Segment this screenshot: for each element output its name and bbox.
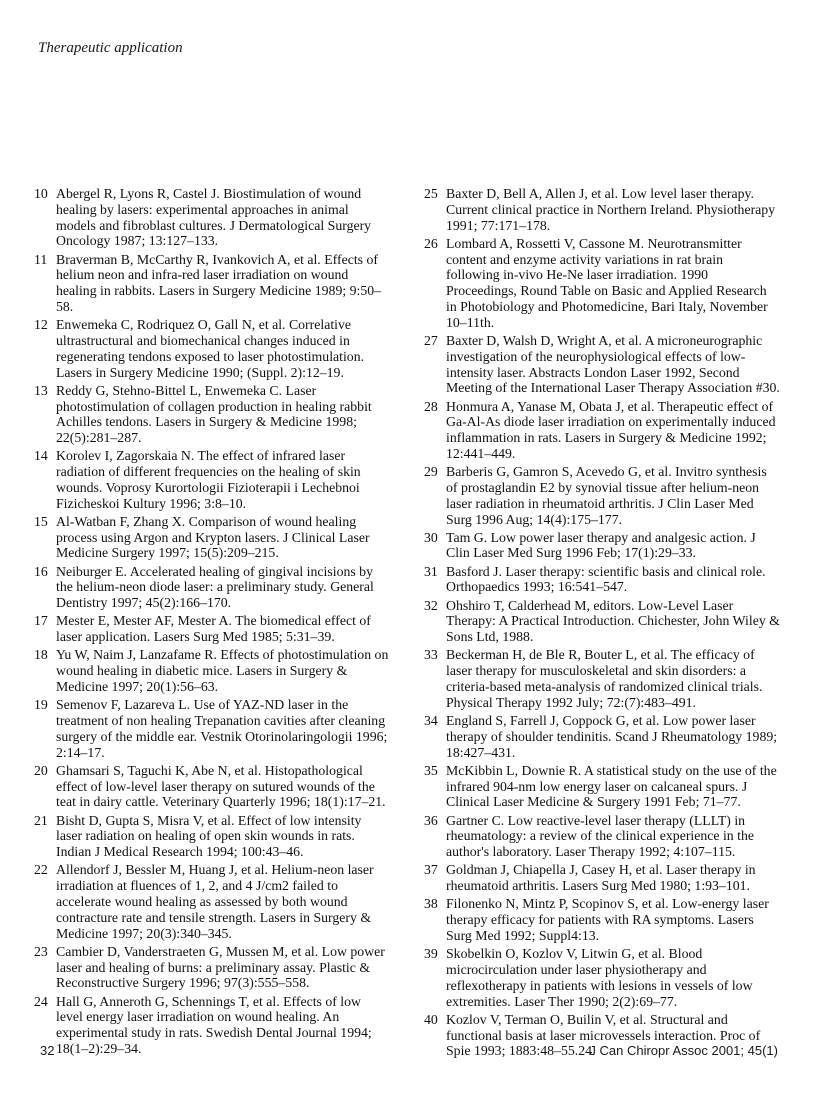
- reference-text: Braverman B, McCarthy R, Ivankovich A, et al. Effects of helium neon and infra-red laser irradiation on wound healing in rabbits. Lasers in Surgery Medicine 1989; 9:50–58.: [56, 251, 382, 314]
- reference-item: [424, 813, 780, 860]
- reference-number: 30: [424, 529, 438, 545]
- reference-text: Reddy G, Stehno-Bittel L, Enwemeka C. Laser photostimulation of collagen production in healing rabbit Achilles tendons. Lasers in Surgery & Medicine 1998; 22(5):281–287.: [56, 382, 372, 446]
- reference-number: 22: [34, 862, 48, 878]
- references-right-column: [424, 186, 780, 1061]
- reference-text: Barberis G, Gamron S, Acevedo G, et al. Invitro synthesis of prostaglandin E2 by synovial tissue after helium-neon laser radiation in rheumatoid arthritis. J Clin Laser Med Surg 1996 Aug; 14(4):175–177.: [446, 464, 767, 527]
- reference-number: 24: [34, 993, 48, 1009]
- reference-text: Baxter D, Walsh D, Wright A, et al. A microneurographic investigation of the neurophysiological effects of low-intensity laser. Abstracts London Laser 1992, Second Meeting of the International Laser Therapy Association #30.: [446, 332, 780, 396]
- reference-item: [424, 946, 780, 1009]
- page-number: 32: [40, 1043, 55, 1058]
- reference-item: [34, 647, 390, 694]
- reference-item: [424, 530, 780, 562]
- reference-text: Gartner C. Low reactive-level laser therapy (LLLT) in rheumatology: a review of the clinical experience in the author's laboratory. Laser Therapy 1992; 4:107–115.: [446, 812, 754, 860]
- reference-text: Filonenko N, Mintz P, Scopinov S, et al. Low-energy laser therapy efficacy for patients with RA symptoms. Lasers Surg Med 1992; Suppl4:13.: [446, 896, 769, 943]
- reference-text: England S, Farrell J, Coppock G, et al. Low power laser therapy of shoulder tendinitis. Scand J Rheumatology 1989; 18:427–431.: [446, 713, 778, 760]
- reference-item: [34, 763, 390, 810]
- reference-number: 10: [34, 186, 48, 201]
- reference-item: [34, 252, 390, 315]
- reference-number: 21: [34, 812, 48, 828]
- reference-number: 17: [34, 613, 48, 629]
- reference-item: [424, 333, 780, 396]
- reference-number: 35: [424, 762, 438, 778]
- reference-number: 23: [34, 943, 48, 959]
- reference-number: 13: [34, 382, 48, 398]
- reference-number: 39: [424, 946, 438, 962]
- reference-number: 29: [424, 464, 438, 480]
- reference-item: [424, 598, 780, 645]
- reference-item: [34, 697, 390, 760]
- reference-number: 34: [424, 713, 438, 729]
- reference-number: 19: [34, 697, 48, 713]
- reference-number: 38: [424, 896, 438, 912]
- reference-item: [34, 944, 390, 991]
- reference-number: 37: [424, 862, 438, 878]
- journal-citation: J Can Chiropr Assoc 2001; 45(1): [589, 1043, 778, 1058]
- reference-item: [424, 186, 780, 233]
- reference-text: Bisht D, Gupta S, Misra V, et al. Effect of low intensity laser radiation on healing of open skin wounds in rats. Indian J Medical Research 1994; 100:43–46.: [56, 812, 362, 860]
- reference-item: [424, 564, 780, 596]
- reference-text: Cambier D, Vanderstraeten G, Mussen M, et al. Low power laser and healing of burns: a preliminary assay. Plastic & Reconstructive Surgery 1996; 97(3):555–558.: [56, 943, 385, 991]
- reference-text: Baxter D, Bell A, Allen J, et al. Low level laser therapy. Current clinical practice in Northern Ireland. Physiotherapy 1991; 77:171–178.: [446, 186, 776, 233]
- reference-text: Korolev I, Zagorskaia N. The effect of infrared laser radiation of different frequencies on the healing of skin wounds. Voprosy Kurortologii Fizioterapii i Lechebnoi Fizicheskoi Kultury 1996; 3:8–10.: [56, 448, 361, 511]
- reference-number: 16: [34, 563, 48, 579]
- reference-item: [34, 862, 390, 941]
- reference-item: [424, 713, 780, 760]
- reference-item: [424, 763, 780, 810]
- reference-number: 25: [424, 186, 438, 201]
- reference-text: Yu W, Naim J, Lanzafame R. Effects of photostimulation on wound healing in diabetic mice. Lasers in Surgery & Medicine 1997; 20(1):56–63.: [56, 647, 389, 695]
- reference-item: [424, 862, 780, 894]
- reference-number: 18: [34, 647, 48, 663]
- reference-number: 15: [34, 513, 48, 529]
- reference-item: [34, 383, 390, 446]
- reference-text: Ghamsari S, Taguchi K, Abe N, et al. Histopathological effect of low-level laser therapy on sutured wounds of the teat in dairy cattle. Veterinary Quarterly 1996; 18(1):17–21.: [56, 762, 386, 810]
- reference-text: Honmura A, Yanase M, Obata J, et al. Therapeutic effect of Ga-Al-As diode laser irradiation on experimentally induced inflammation in rats. Lasers in Surgery & Medicine 1992; 12:441–449.: [446, 398, 776, 461]
- reference-item: [34, 514, 390, 561]
- running-head: Therapeutic application: [38, 40, 183, 56]
- reference-text: Hall G, Anneroth G, Schennings T, et al. Effects of low level energy laser irradiation on wound healing. An experimental study in rats. Swedish Dental Journal 1994; 18(1–2):29–34.: [56, 993, 372, 1056]
- reference-item: [34, 448, 390, 511]
- reference-item: [34, 813, 390, 860]
- reference-text: Tam G. Low power laser therapy and analgesic action. J Clin Laser Med Surg 1996 Feb; 17(1):29–33.: [446, 529, 756, 561]
- reference-text: Enwemeka C, Rodriquez O, Gall N, et al. Correlative ultrastructural and biomechanical changes induced in regenerating tendons exposed to laser photostimulation. Lasers in Surgery Medicine 1990; (Suppl. 2):12–19.: [56, 317, 365, 380]
- reference-number: 36: [424, 812, 438, 828]
- reference-number: 20: [34, 762, 48, 778]
- reference-text: Kozlov V, Terman O, Builin V, et al. Structural and functional basis at laser microvessels interaction. Proc of Spie 1993; 1883:48–55.24.: [446, 1011, 761, 1059]
- reference-text: Skobelkin O, Kozlov V, Litwin G, et al. Blood microcirculation under laser physiotherapy and reflexotherapy in patients with lesions in vessels of low extremities. Laser Ther 1990; 2(2):69–77.: [446, 946, 753, 1009]
- reference-number: 26: [424, 235, 438, 251]
- reference-item: [34, 317, 390, 380]
- reference-item: [424, 464, 780, 527]
- reference-text: Beckerman H, de Ble R, Bouter L, et al. The efficacy of laser therapy for musculoskeletal and skin disorders: a criteria-based meta-analysis of randomized clinical trials. Physical Therapy 1992 July; 72:(7):483–491.: [446, 647, 763, 710]
- reference-number: 12: [34, 317, 48, 333]
- reference-item: [424, 647, 780, 710]
- reference-text: Semenov F, Lazareva L. Use of YAZ-ND laser in the treatment of non healing Trepanation cavities after cleaning surgery of the middle ear. Vestnik Otorinolaringologii 1996; 2:14–17.: [56, 697, 388, 760]
- reference-text: Abergel R, Lyons R, Castel J. Biostimulation of wound healing by lasers: experimental approaches in animal models and fibroblast cultures. J Dermatological Surgery Oncology 1987; 13:127–133.: [56, 186, 372, 249]
- reference-number: 14: [34, 448, 48, 464]
- reference-item: [424, 896, 780, 943]
- reference-number: 33: [424, 647, 438, 663]
- reference-text: Goldman J, Chiapella J, Casey H, et al. Laser therapy in rheumatoid arthritis. Lasers Surg Med 1980; 1:93–101.: [446, 862, 756, 894]
- reference-number: 31: [424, 563, 438, 579]
- reference-text: Allendorf J, Bessler M, Huang J, et al. Helium-neon laser irradiation at fluences of 1, 2, and 4 J/cm2 failed to accelerate wound healing as assessed by both wound contracture rate and tensile strength. Lasers in Surgery & Medicine 1997; 20(3):340–345.: [56, 862, 374, 941]
- reference-text: Al-Watban F, Zhang X. Comparison of wound healing process using Argon and Krypton lasers. J Clinical Laser Medicine Surgery 1997; 15(5):209–215.: [56, 513, 370, 561]
- reference-item: [34, 613, 390, 645]
- reference-number: 28: [424, 398, 438, 414]
- reference-text: Neiburger E. Accelerated healing of gingival incisions by the helium-neon diode laser: a preliminary study. General Dentistry 1997; 45(2):166–170.: [56, 563, 374, 611]
- reference-item: [34, 564, 390, 611]
- reference-number: 32: [424, 597, 438, 613]
- reference-item: [424, 399, 780, 462]
- reference-text: Ohshiro T, Calderhead M, editors. Low-Level Laser Therapy: A Practical Introduction. Chichester, John Wiley & Sons Ltd, 1988.: [446, 597, 780, 645]
- reference-item: [34, 186, 390, 249]
- reference-text: Lombard A, Rossetti V, Cassone M. Neurotransmitter content and enzyme activity variations in rat brain following in-vivo He-Ne laser irradiation. 1990 Proceedings, Round Table on Basic and Applied Research in Photobiology and Photomedicine, Bari Italy, November 10–11th.: [446, 235, 768, 330]
- reference-number: 27: [424, 332, 438, 348]
- reference-text: McKibbin L, Downie R. A statistical study on the use of the infrared 904-nm low energy laser on calcaneal spurs. J Clinical Laser Medicine & Surgery 1991 Feb; 71–77.: [446, 762, 777, 810]
- reference-text: Mester E, Mester AF, Mester A. The biomedical effect of laser application. Lasers Surg Med 1985; 5:31–39.: [56, 613, 371, 645]
- reference-number: 11: [34, 251, 48, 267]
- references-left-column: [34, 186, 390, 1059]
- reference-item: [34, 994, 390, 1057]
- reference-text: Basford J. Laser therapy: scientific basis and clinical role. Orthopaedics 1993; 16:541–547.: [446, 563, 766, 595]
- reference-number: 40: [424, 1011, 438, 1027]
- reference-item: [424, 236, 780, 331]
